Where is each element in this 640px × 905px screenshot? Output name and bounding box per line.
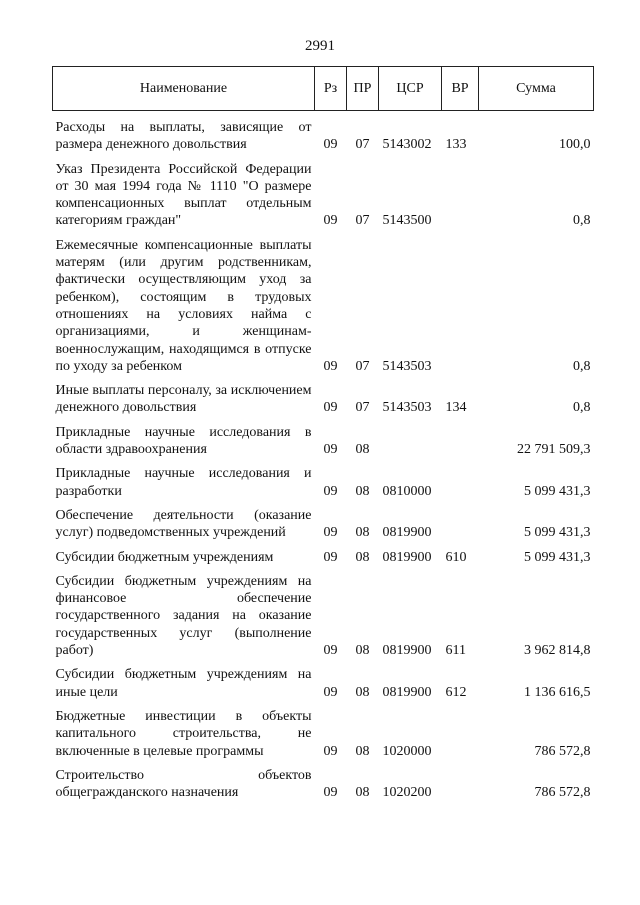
row-csr: 5143503 — [382, 358, 432, 374]
row-sum: 0,8 — [573, 358, 591, 374]
header-rz: Рз — [315, 67, 347, 111]
header-csr: ЦСР — [379, 67, 442, 111]
row-pr: 08 — [355, 483, 370, 499]
row-name: Прикладные научные исследования и разработки — [55, 466, 312, 499]
row-rz: 09 — [323, 483, 338, 499]
row-csr: 0810000 — [382, 483, 432, 499]
table-body — [53, 111, 594, 802]
row-vr: 133 — [445, 137, 467, 153]
row-name: Расходы на выплаты, зависящие от размера денежного довольствия — [55, 120, 312, 153]
row-name: Субсидии бюджетным учреждениям на иные цели — [55, 667, 312, 700]
row-csr: 5143500 — [382, 213, 432, 229]
row-pr: 08 — [355, 643, 370, 659]
table-row — [53, 375, 594, 417]
row-name: Прикладные научные исследования в области здравоохранения — [55, 424, 312, 458]
row-pr: 07 — [355, 358, 370, 374]
table-row — [53, 111, 594, 154]
row-pr: 08 — [355, 684, 370, 700]
row-rz: 09 — [323, 358, 338, 374]
header-vr: ВР — [442, 67, 479, 111]
row-vr — [442, 458, 479, 500]
row-vr — [442, 760, 479, 802]
row-sum: 22 791 509,3 — [517, 442, 591, 458]
row-vr — [442, 701, 479, 760]
row-vr: 610 — [445, 549, 467, 565]
header-name: Наименование — [53, 67, 315, 111]
row-vr: 612 — [445, 684, 467, 700]
row-csr: 0819900 — [382, 525, 432, 541]
row-vr: 611 — [445, 643, 466, 659]
row-vr — [442, 417, 479, 459]
row-pr: 08 — [355, 743, 370, 759]
row-sum: 0,8 — [573, 213, 591, 229]
row-pr: 07 — [355, 400, 370, 416]
row-name: Обеспечение деятельности (оказание услуг) подведомственных учреждений — [55, 507, 312, 541]
row-sum: 5 099 431,3 — [524, 483, 591, 499]
row-rz: 09 — [323, 137, 338, 153]
row-vr — [442, 500, 479, 542]
row-rz: 09 — [323, 213, 338, 229]
row-pr: 07 — [355, 213, 370, 229]
row-name: Строительство объектов общегражданского назначения — [55, 767, 312, 801]
row-sum: 786 572,8 — [534, 785, 591, 801]
header-row — [53, 67, 594, 111]
row-csr: 0819900 — [382, 684, 432, 700]
row-csr: 0819900 — [382, 643, 432, 659]
table-row — [53, 458, 594, 500]
row-pr: 08 — [355, 525, 370, 541]
row-rz: 09 — [323, 785, 338, 801]
table-row — [53, 760, 594, 802]
row-vr: 134 — [445, 400, 467, 416]
table-row — [53, 566, 594, 659]
row-name: Иные выплаты персоналу, за исключением денежного довольствия — [55, 383, 312, 416]
table-row — [53, 230, 594, 375]
row-sum: 1 136 616,5 — [524, 684, 591, 700]
row-rz: 09 — [323, 684, 338, 700]
table-row — [53, 500, 594, 542]
table-row — [53, 542, 594, 566]
row-csr: 1020200 — [382, 785, 432, 801]
row-csr — [379, 417, 442, 459]
header-pr: ПР — [347, 67, 379, 111]
header-sum: Сумма — [479, 67, 594, 111]
row-pr: 08 — [355, 785, 370, 801]
row-csr: 0819900 — [382, 549, 432, 565]
row-vr — [442, 230, 479, 375]
row-sum: 5 099 431,3 — [524, 549, 591, 565]
row-pr: 08 — [355, 442, 370, 458]
table-row — [53, 659, 594, 701]
row-sum: 786 572,8 — [534, 743, 591, 759]
budget-table — [52, 66, 594, 801]
row-csr: 5143002 — [382, 137, 432, 153]
row-rz: 09 — [323, 525, 338, 541]
row-pr: 07 — [355, 137, 370, 153]
row-rz: 09 — [323, 442, 338, 458]
row-csr: 1020000 — [382, 743, 432, 759]
row-name: Ежемесячные компенсационные выплаты матерям (или другим родственникам, фактически осуществляющим уход за ребенком), состоящим в трудовых отношениях на условиях найма с организациями, и женщинам-военнослужащим, находящимся в отпуске по уходу за ребенком — [55, 237, 312, 374]
row-pr: 08 — [355, 549, 370, 565]
row-sum: 3 962 814,8 — [524, 643, 591, 659]
row-rz: 09 — [323, 643, 338, 659]
table-row — [53, 154, 594, 230]
row-rz: 09 — [323, 549, 338, 565]
row-name: Указ Президента Российской Федерации от 30 мая 1994 года № 1110 "О размере компенсационных выплат отдельным категориям граждан" — [55, 161, 312, 229]
row-name: Субсидии бюджетным учреждениям — [55, 549, 274, 565]
table-row — [53, 417, 594, 459]
table-row — [53, 701, 594, 760]
row-sum: 5 099 431,3 — [524, 525, 591, 541]
row-rz: 09 — [323, 400, 338, 416]
row-vr — [442, 154, 479, 230]
row-name: Субсидии бюджетным учреждениям на финансовое обеспечение государственного задания на оказание государственных услуг (выполнение работ) — [55, 573, 312, 659]
row-name: Бюджетные инвестиции в объекты капитального строительства, не включенные в целевые программы — [55, 708, 312, 759]
row-rz: 09 — [323, 743, 338, 759]
row-sum: 0,8 — [573, 400, 591, 416]
row-csr: 5143503 — [382, 400, 432, 416]
table-header — [53, 67, 594, 111]
page-number: 2991 — [305, 38, 335, 54]
row-sum: 100,0 — [559, 137, 591, 153]
